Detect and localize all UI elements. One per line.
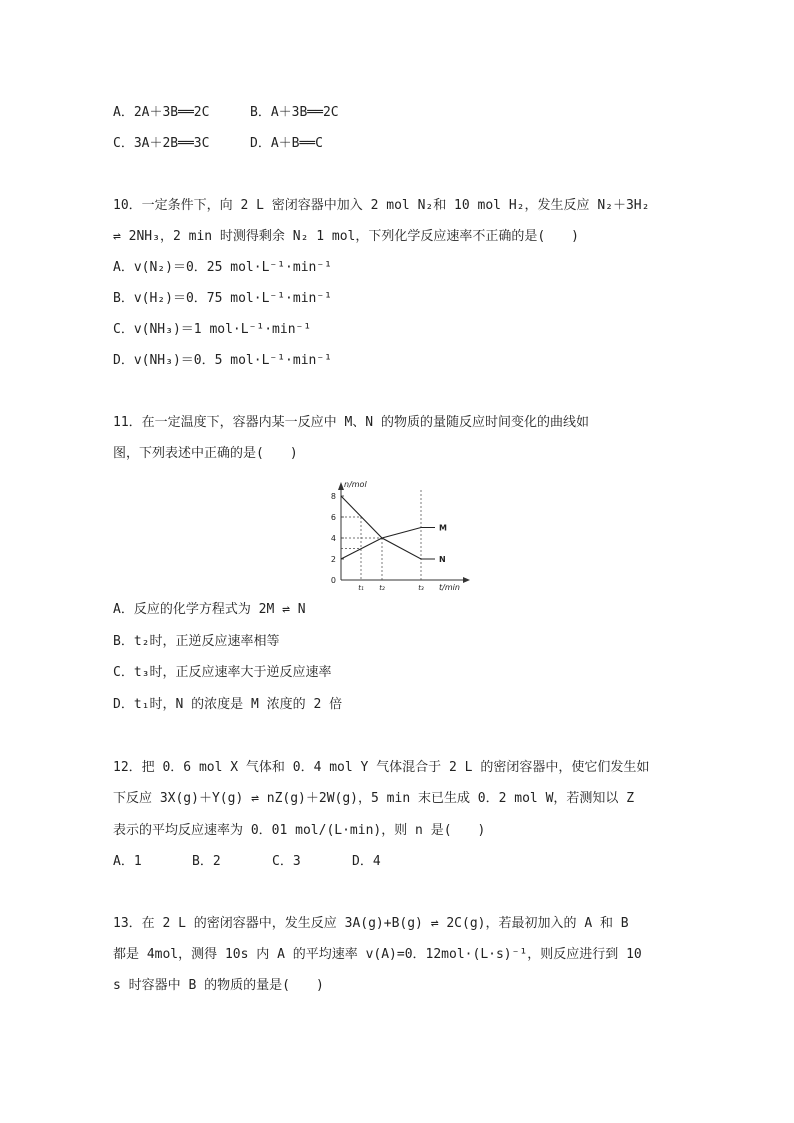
q12-option-c: C．3 <box>272 854 301 869</box>
y-tick-label: 0 <box>330 576 336 585</box>
q9-option-b: B．A＋3B══2C <box>250 105 339 120</box>
q12-stem-line-3: 表示的平均反应速率为 0．01 mol/(L·min)，则 n 是( ) <box>113 823 486 838</box>
q12-stem-line-2: 下反应 3X(g)＋Y(g) ⇌ nZ(g)＋2W(g)，5 min 末已生成 0．2 mol W，若测知以 Z <box>113 791 635 806</box>
q11-option-c: C．t₃时，正反应速率大于逆反应速率 <box>113 665 332 680</box>
y-tick-label: 2 <box>330 555 336 564</box>
x-tick-label: t₃ <box>418 584 424 592</box>
q11-option-a: A．反应的化学方程式为 2M ⇌ N <box>113 602 306 617</box>
q9-option-c: C．3A＋2B══3C <box>113 136 210 151</box>
q13-stem-line-2: 都是 4mol，测得 10s 内 A 的平均速率 v(A)=0．12mol·(L·s)⁻¹，则反应进行到 10 <box>113 947 642 962</box>
y-tick-label: 8 <box>330 492 336 501</box>
q11-option-d: D．t₁时，N 的浓度是 M 浓度的 2 倍 <box>113 697 343 712</box>
q10-stem-line-1: 10．一定条件下，向 2 L 密闭容器中加入 2 mol N₂和 10 mol H₂，发生反应 N₂＋3H₂ <box>113 198 650 213</box>
x-axis-label: t/min <box>439 583 460 592</box>
q12-option-d: D．4 <box>352 854 381 869</box>
q10-option-b: B．v(H₂)＝0．75 mol·L⁻¹·min⁻¹ <box>113 291 333 306</box>
q11-stem-line-1: 11．在一定温度下，容器内某一反应中 M、N 的物质的量随反应时间变化的曲线如 <box>113 415 589 430</box>
q11-option-b: B．t₂时，正逆反应速率相等 <box>113 634 280 649</box>
q12-option-a: A．1 <box>113 854 142 869</box>
q9-option-d: D．A＋B══C <box>250 136 323 151</box>
q13-stem-line-3: s 时容器中 B 的物质的量是( ) <box>113 978 324 993</box>
q11-stem-line-2: 图，下列表述中正确的是( ) <box>113 446 298 461</box>
q13-stem-line-1: 13．在 2 L 的密闭容器中，发生反应 3A(g)+B(g) ⇌ 2C(g)，若最初加入的 A 和 B <box>113 916 629 931</box>
series-label-M: M <box>439 523 447 533</box>
q9-option-a: A．2A＋3B══2C <box>113 105 210 120</box>
x-axis-arrow <box>463 577 470 583</box>
q10-option-d: D．v(NH₃)＝0．5 mol·L⁻¹·min⁻¹ <box>113 353 333 368</box>
q10-option-c: C．v(NH₃)＝1 mol·L⁻¹·min⁻¹ <box>113 322 312 337</box>
x-tick-label: t₂ <box>379 584 385 592</box>
q10-stem-line-2: ⇌ 2NH₃，2 min 时测得剩余 N₂ 1 mol，下列化学反应速率不正确的是( ) <box>113 229 580 244</box>
mole-time-chart <box>325 478 470 593</box>
series-label-N: N <box>439 555 446 564</box>
q12-stem-line-1: 12．把 0．6 mol X 气体和 0．4 mol Y 气体混合于 2 L 的密闭容器中，使它们发生如 <box>113 760 650 775</box>
q10-option-a: A．v(N₂)＝0．25 mol·L⁻¹·min⁻¹ <box>113 260 333 275</box>
y-axis-label: n/mol <box>344 480 367 489</box>
x-tick-label: t₁ <box>358 584 364 592</box>
y-tick-label: 6 <box>330 513 336 522</box>
q12-option-b: B．2 <box>192 854 221 869</box>
y-tick-label: 4 <box>330 534 336 543</box>
